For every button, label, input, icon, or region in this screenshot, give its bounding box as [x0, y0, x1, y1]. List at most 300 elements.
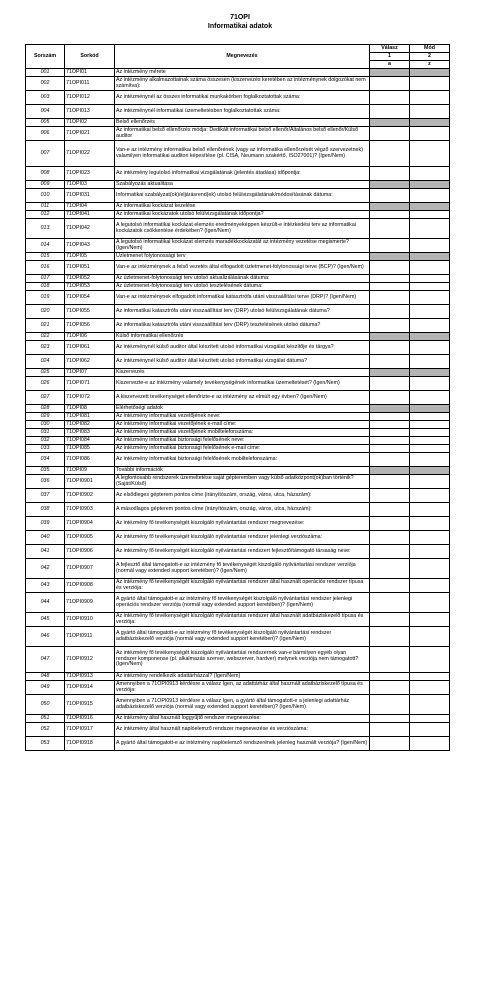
row-code: 71OPI042 [65, 219, 115, 239]
header-col-a: a [370, 61, 410, 69]
table-row [26, 413, 450, 421]
row-code: 71OPI0910 [65, 613, 115, 627]
row-code: 71OPI071 [65, 377, 115, 391]
mode-cell[interactable] [410, 421, 450, 429]
row-description: Az intézménynél az összes informatikai munkakörben foglalkoztatottak száma: [115, 91, 370, 105]
row-description: Az intézmény által használt naplóelemző rendszer megnevezése és verziószáma: [115, 723, 370, 737]
answer-cell[interactable] [370, 579, 410, 593]
row-description: Az intézmény informatikai vezetőjének e-mail címe: [115, 421, 370, 429]
row-code: 71OPI0918 [65, 737, 115, 751]
answer-cell [370, 333, 410, 341]
row-code: 71OPI09 [65, 467, 115, 475]
table-row [26, 737, 450, 751]
mode-cell[interactable] [410, 377, 450, 391]
mode-cell[interactable] [410, 127, 450, 141]
mode-cell[interactable] [410, 517, 450, 531]
answer-cell[interactable] [370, 239, 410, 253]
table-row [26, 613, 450, 627]
row-number: 008 [26, 167, 65, 181]
row-code: 71OPI0917 [65, 723, 115, 737]
row-code: 71OPI043 [65, 239, 115, 253]
row-number: 007 [26, 141, 65, 167]
table-row [26, 341, 450, 355]
mode-cell[interactable] [410, 167, 450, 181]
row-code: 71OPI0911 [65, 627, 115, 647]
row-code: 71OPI054 [65, 291, 115, 305]
row-number: 052 [26, 723, 65, 737]
row-description: Üzletmenet folytonossági terv [115, 253, 370, 261]
row-description: A gyártó által támogatott-e az intézmény fő tevékenységét kiszolgáló nyilvántartási rendszer jelenlegi operációs rendszer verziója (normál vagy extended support keretében)? (Igen/Nem) [115, 593, 370, 613]
header-valasz: Válasz [370, 45, 410, 53]
row-number: 014 [26, 239, 65, 253]
mode-cell[interactable] [410, 105, 450, 119]
row-code: 71OPI05 [65, 253, 115, 261]
row-code: 71OPI0903 [65, 503, 115, 517]
row-code: 71OPI012 [65, 91, 115, 105]
table-row [26, 627, 450, 647]
answer-cell[interactable] [370, 695, 410, 715]
row-number: 032 [26, 437, 65, 445]
row-description: Az intézmény fő tevékenységét kiszolgáló nyilvántartási rendszer jelenlegi verziószáma: [115, 531, 370, 545]
row-description: Az informatikai kockázat kezelése [115, 203, 370, 211]
row-code: 71OPI0916 [65, 715, 115, 723]
row-description: Van-e az intézménynek a felső vezetés által elfogadott üzletmenet-folytonossági terve (BCP)? (Igen/Nem) [115, 261, 370, 275]
table-row [26, 531, 450, 545]
row-number: 050 [26, 695, 65, 715]
row-description: Az intézmény fő tevékenységét kiszolgáló nyilvántartási rendszer megnevezése: [115, 517, 370, 531]
table-row [26, 593, 450, 613]
table-row [26, 77, 450, 91]
row-code: 71OPI086 [65, 453, 115, 467]
row-description: Az intézmény alkalmazottainak száma összesen (kiszervezés keretében az intézménynek dolgozókat nem számítva): [115, 77, 370, 91]
row-description: Kiszervezés [115, 369, 370, 377]
mode-cell[interactable] [410, 413, 450, 421]
mode-cell[interactable] [410, 391, 450, 405]
row-description: Az intézmény informatikai biztonsági felelősének e-mail címe: [115, 445, 370, 453]
row-code: 71OPI06 [65, 333, 115, 341]
row-number: 021 [26, 319, 65, 333]
answer-cell[interactable] [370, 681, 410, 695]
row-code: 71OPI0913 [65, 673, 115, 681]
row-description: Az intézmény fő tevékenységét kiszolgáló nyilvántartási rendszert fejlesztő/támogató társaság neve: [115, 545, 370, 559]
row-description: Az intézmény informatikai biztonsági felelősének mobiltelefonszáma: [115, 453, 370, 467]
mode-cell[interactable] [410, 91, 450, 105]
table-row [26, 141, 450, 167]
table-row [26, 211, 450, 219]
row-code: 71OPI041 [65, 211, 115, 219]
mode-cell[interactable] [410, 531, 450, 545]
mode-cell[interactable] [410, 445, 450, 453]
answer-cell[interactable] [370, 105, 410, 119]
mode-cell [410, 369, 450, 377]
answer-cell[interactable] [370, 545, 410, 559]
answer-cell[interactable] [370, 127, 410, 141]
table-row [26, 319, 450, 333]
row-number: 053 [26, 737, 65, 751]
answer-cell[interactable] [370, 391, 410, 405]
table-row [26, 489, 450, 503]
mode-cell[interactable] [410, 715, 450, 723]
answer-cell[interactable] [370, 77, 410, 91]
answer-cell[interactable] [370, 517, 410, 531]
mode-cell[interactable] [410, 283, 450, 291]
row-description: A gyártó által támogatott-e az intézmény naplóelemző rendszerének jelenleg használt verziója? (Igen/Nem) [115, 737, 370, 751]
row-description: Elérhetőségi adatok [115, 405, 370, 413]
answer-cell[interactable] [370, 261, 410, 275]
row-description: Az intézmény által használt loggyűjtő rendszer megnevezése: [115, 715, 370, 723]
mode-cell[interactable] [410, 341, 450, 355]
mode-cell[interactable] [410, 681, 450, 695]
answer-cell[interactable] [370, 421, 410, 429]
row-number: 038 [26, 503, 65, 517]
row-code: 71OPI082 [65, 421, 115, 429]
row-number: 043 [26, 579, 65, 593]
row-code: 71OPI0909 [65, 593, 115, 613]
answer-cell[interactable] [370, 319, 410, 333]
row-number: 051 [26, 715, 65, 723]
mode-cell [410, 181, 450, 189]
answer-cell [370, 369, 410, 377]
table-row [26, 405, 450, 413]
row-description: Külső informatikai ellenőrzés [115, 333, 370, 341]
row-code: 71OPI084 [65, 437, 115, 445]
mode-cell[interactable] [410, 503, 450, 517]
answer-cell[interactable] [370, 559, 410, 579]
row-number: 027 [26, 391, 65, 405]
table-row [26, 421, 450, 429]
table-row [26, 377, 450, 391]
row-description: Amennyiben a 71OPI0913 kérdésre a válasz Igen, a gyártó által támogatott-e a jelenlegi adattárház adatbáziskezelő verziója (normál vagy extended support keretében)? (Igen/Nem) [115, 695, 370, 715]
form-code: 71OPI [230, 14, 250, 21]
table-row [26, 91, 450, 105]
table-row [26, 167, 450, 181]
row-number: 048 [26, 673, 65, 681]
mode-cell[interactable] [410, 613, 450, 627]
row-code: 71OPI051 [65, 261, 115, 275]
answer-cell[interactable] [370, 723, 410, 737]
table-row [26, 261, 450, 275]
table-row [26, 467, 450, 475]
mode-cell[interactable] [410, 239, 450, 253]
table-row [26, 333, 450, 341]
mode-cell[interactable] [410, 475, 450, 489]
answer-cell [370, 467, 410, 475]
mode-cell [410, 203, 450, 211]
row-code: 71OPI023 [65, 167, 115, 181]
answer-cell[interactable] [370, 355, 410, 369]
mode-cell[interactable] [410, 261, 450, 275]
mode-cell[interactable] [410, 489, 450, 503]
row-description: Az informatikai katasztrófa utáni visszaállítási terv (DRP) tesztelésének utolsó dátuma? [115, 319, 370, 333]
row-number: 045 [26, 613, 65, 627]
row-code: 71OPI013 [65, 105, 115, 119]
table-row [26, 291, 450, 305]
answer-cell[interactable] [370, 377, 410, 391]
row-code: 71OPI0914 [65, 681, 115, 695]
answer-cell[interactable] [370, 211, 410, 219]
answer-cell [370, 203, 410, 211]
header-col-1: 1 [370, 53, 410, 61]
row-code: 71OPI0915 [65, 695, 115, 715]
row-description: Az informatikai kockázatok utolsó felülvizsgálatának időpontja? [115, 211, 370, 219]
answer-cell[interactable] [370, 189, 410, 203]
row-code: 71OPI08 [65, 405, 115, 413]
row-code: 71OPI062 [65, 355, 115, 369]
row-code: 71OPI0902 [65, 489, 115, 503]
row-code: 71OPI011 [65, 77, 115, 91]
row-code: 71OPI061 [65, 341, 115, 355]
row-description: Az intézménynél külső auditor által készített utolsó informatikai vizsgálat dátuma? [115, 355, 370, 369]
row-code: 71OPI031 [65, 189, 115, 203]
mode-cell[interactable] [410, 737, 450, 751]
table-row [26, 355, 450, 369]
row-number: 005 [26, 119, 65, 127]
mode-cell[interactable] [410, 723, 450, 737]
row-number: 042 [26, 559, 65, 579]
answer-cell[interactable] [370, 673, 410, 681]
mode-cell[interactable] [410, 189, 450, 203]
row-number: 023 [26, 341, 65, 355]
data-table [25, 44, 450, 751]
answer-cell[interactable] [370, 429, 410, 437]
answer-cell[interactable] [370, 305, 410, 319]
row-description: Szabályozás aktualitása [115, 181, 370, 189]
answer-cell[interactable] [370, 647, 410, 673]
row-description: Az intézmény fő tevékenységét kiszolgáló nyilvántartási rendszernek van-e bármilyen egyéb olyan rendszer komponense (pl. alkalmazás szerver, webszerver, hardver) melynek verziója nem támogatott? (Igen/Nem) [115, 647, 370, 673]
table-row [26, 715, 450, 723]
mode-cell [410, 333, 450, 341]
row-number: 006 [26, 127, 65, 141]
table-row [26, 475, 450, 489]
answer-cell[interactable] [370, 445, 410, 453]
row-code: 71OPI056 [65, 319, 115, 333]
table-row [26, 437, 450, 445]
table-row [26, 453, 450, 467]
mode-cell [410, 253, 450, 261]
row-description: További információk [115, 467, 370, 475]
answer-cell [370, 69, 410, 77]
answer-cell[interactable] [370, 291, 410, 305]
answer-cell [370, 253, 410, 261]
row-code: 71OPI055 [65, 305, 115, 319]
table-row [26, 723, 450, 737]
mode-cell [410, 119, 450, 127]
row-description: Az intézménynél külső auditor által készített utolsó informatikai vizsgálat készítője és tárgya? [115, 341, 370, 355]
row-number: 026 [26, 377, 65, 391]
table-row [26, 69, 450, 77]
mode-cell[interactable] [410, 453, 450, 467]
row-code: 71OPI0912 [65, 647, 115, 673]
row-code: 71OPI02 [65, 119, 115, 127]
mode-cell [410, 69, 450, 77]
table-row [26, 517, 450, 531]
table-row [26, 647, 450, 673]
row-number: 013 [26, 219, 65, 239]
mode-cell[interactable] [410, 559, 450, 579]
table-row [26, 239, 450, 253]
row-code: 71OPI01 [65, 69, 115, 77]
table-row [26, 283, 450, 291]
mode-cell[interactable] [410, 77, 450, 91]
table-row [26, 673, 450, 681]
row-description: Az intézmény mérete [115, 69, 370, 77]
mode-cell[interactable] [410, 355, 450, 369]
row-description: Belső ellenőrzés [115, 119, 370, 127]
row-code: 71OPI072 [65, 391, 115, 405]
table-row [26, 181, 450, 189]
answer-cell[interactable] [370, 437, 410, 445]
mode-cell[interactable] [410, 627, 450, 647]
mode-cell [410, 405, 450, 413]
row-number: 046 [26, 627, 65, 647]
row-description: Amennyiben a 71OPI0913 kérdésre a válasz Igen, az adattárház által használt adatbáziskezelő típusa és verziója: [115, 681, 370, 695]
row-number: 001 [26, 69, 65, 77]
row-number: 036 [26, 475, 65, 489]
row-number: 017 [26, 275, 65, 283]
row-number: 033 [26, 445, 65, 453]
mode-cell[interactable] [410, 437, 450, 445]
row-code: 71OPI053 [65, 283, 115, 291]
row-number: 009 [26, 181, 65, 189]
row-description: Az intézménynél informatikai üzemeltetésben foglalkoztatottak száma: [115, 105, 370, 119]
mode-cell[interactable] [410, 695, 450, 715]
table-row [26, 681, 450, 695]
row-code: 71OPI0908 [65, 579, 115, 593]
answer-cell [370, 405, 410, 413]
table-row [26, 305, 450, 319]
row-number: 025 [26, 369, 65, 377]
row-code: 71OPI0905 [65, 531, 115, 545]
mode-cell[interactable] [410, 219, 450, 239]
table-row [26, 219, 450, 239]
row-description: Az intézmény legutolsó informatikai vizsgálatának (jelentés átadása) időpontja: [115, 167, 370, 181]
answer-cell[interactable] [370, 167, 410, 181]
row-description: Van-e az intézmény informatikai belső ellenőrének (vagy az informatika ellenőrzését végző szervezetnek) valamilyen informatikai auditori képesítése (pl. CISA, Neumann szakértő, ISO27001)? (Igen/Nem) [115, 141, 370, 167]
document-title [0, 14, 480, 31]
row-number: 041 [26, 545, 65, 559]
answer-cell[interactable] [370, 715, 410, 723]
mode-cell[interactable] [410, 275, 450, 283]
row-code: 71OPI0907 [65, 559, 115, 579]
answer-cell[interactable] [370, 503, 410, 517]
header-col-z: z [410, 61, 450, 69]
row-code: 71OPI0904 [65, 517, 115, 531]
row-number: 034 [26, 453, 65, 467]
row-number: 037 [26, 489, 65, 503]
table-row [26, 545, 450, 559]
row-number: 044 [26, 593, 65, 613]
mode-cell [410, 467, 450, 475]
mode-cell[interactable] [410, 593, 450, 613]
mode-cell[interactable] [410, 579, 450, 593]
row-number: 030 [26, 421, 65, 429]
form-title: Informatikai adatok [207, 22, 273, 30]
row-description: A kiszervezett tevékenységet ellenőrizte-e az intézmény az elmúlt egy évben? (Igen/Nem) [115, 391, 370, 405]
answer-cell[interactable] [370, 737, 410, 751]
mode-cell[interactable] [410, 141, 450, 167]
mode-cell[interactable] [410, 291, 450, 305]
answer-cell[interactable] [370, 413, 410, 421]
table-row [26, 253, 450, 261]
header-megnevezes: Megnevezés [115, 45, 370, 69]
header-mod: Mód [410, 45, 450, 53]
table-row [26, 203, 450, 211]
row-number: 040 [26, 531, 65, 545]
row-description: Az elsődleges gépterem pontos címe (irányítószám, ország, város, utca, házszám): [115, 489, 370, 503]
row-number: 015 [26, 253, 65, 261]
answer-cell[interactable] [370, 531, 410, 545]
header-sorkod: Sorkód [65, 45, 115, 69]
row-description: A fejlesztő által támogatott-e az intézmény fő tevékenységét kiszolgáló nyilvántartási rendszer verziója (normál vagy extended support keretében)? (Igen/Nem) [115, 559, 370, 579]
row-code: 71OPI021 [65, 127, 115, 141]
mode-cell[interactable] [410, 429, 450, 437]
table-row [26, 445, 450, 453]
answer-cell[interactable] [370, 593, 410, 613]
row-code: 71OPI04 [65, 203, 115, 211]
row-number: 029 [26, 413, 65, 421]
row-number: 018 [26, 283, 65, 291]
answer-cell[interactable] [370, 283, 410, 291]
answer-cell[interactable] [370, 275, 410, 283]
answer-cell[interactable] [370, 219, 410, 239]
row-number: 010 [26, 189, 65, 203]
row-number: 035 [26, 467, 65, 475]
row-description: A legutolsó informatikai kockázat elemzés maradékkockázatát az intézmény vezetése megismerte? (Igen/Nem) [115, 239, 370, 253]
answer-cell[interactable] [370, 91, 410, 105]
answer-cell[interactable] [370, 489, 410, 503]
row-number: 039 [26, 517, 65, 531]
answer-cell[interactable] [370, 341, 410, 355]
row-description: Az informatikai katasztrófa utáni visszaállítási terv (DRP) utolsó felülvizsgálatának dátuma? [115, 305, 370, 319]
row-description: Az intézmény rendelkezik adattárházzal? (Igen/Nem) [115, 673, 370, 681]
answer-cell[interactable] [370, 613, 410, 627]
row-description: Az intézmény informatikai vezetőjének neve: [115, 413, 370, 421]
row-description: Az intézmény informatikai biztonsági felelősének neve: [115, 437, 370, 445]
table-row [26, 391, 450, 405]
row-code: 71OPI07 [65, 369, 115, 377]
row-code: 71OPI0901 [65, 475, 115, 489]
answer-cell[interactable] [370, 627, 410, 647]
row-number: 022 [26, 333, 65, 341]
row-number: 020 [26, 305, 65, 319]
row-description: Az üzletmenet-folytonossági terv utolsó aktualizálásának dátuma: [115, 275, 370, 283]
mode-cell[interactable] [410, 211, 450, 219]
answer-cell[interactable] [370, 141, 410, 167]
mode-cell[interactable] [410, 305, 450, 319]
row-description: Az informatikai belső ellenőrzés módja: Dedikált informatikai belső ellenőr/Általános belső ellenőr/Külső auditor [115, 127, 370, 141]
row-code: 71OPI052 [65, 275, 115, 283]
answer-cell[interactable] [370, 453, 410, 467]
table-row [26, 369, 450, 377]
table-row [26, 579, 450, 593]
row-number: 024 [26, 355, 65, 369]
row-number: 028 [26, 405, 65, 413]
row-number: 012 [26, 211, 65, 219]
mode-cell[interactable] [410, 545, 450, 559]
mode-cell[interactable] [410, 319, 450, 333]
mode-cell[interactable] [410, 673, 450, 681]
row-description: Az intézmény fő tevékenységét kiszolgáló nyilvántartási rendszer által használt adatbáziskezelő típusa és verziója: [115, 613, 370, 627]
row-number: 003 [26, 91, 65, 105]
header-sorszam: Sorszám [26, 45, 65, 69]
table-row [26, 429, 450, 437]
table-body [26, 69, 450, 751]
answer-cell[interactable] [370, 475, 410, 489]
row-number: 011 [26, 203, 65, 211]
table-row [26, 105, 450, 119]
mode-cell[interactable] [410, 647, 450, 673]
row-description: A gyártó által támogatott-e az intézmény fő tevékenységét kiszolgáló nyilvántartási rendszer adatbáziskezelő verziója (normál vagy extended support keretében)? (Igen/Nem) [115, 627, 370, 647]
